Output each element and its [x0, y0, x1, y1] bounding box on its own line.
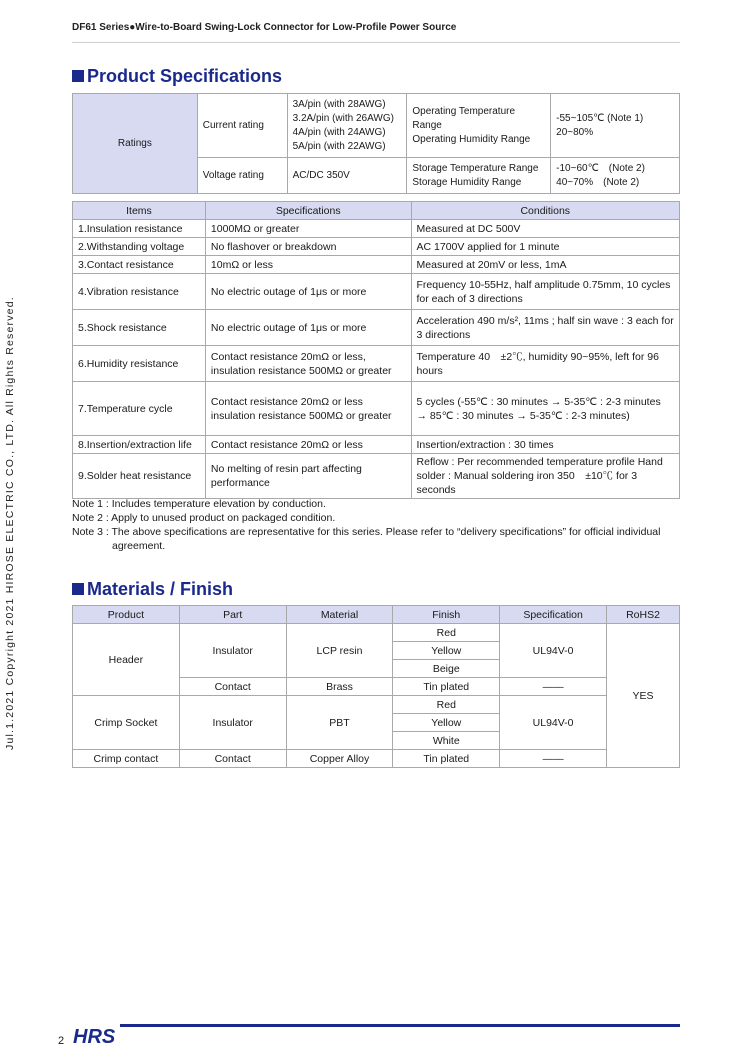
spec-cell: No electric outage of 1μs or more — [205, 310, 411, 346]
item-cell: 1.Insulation resistance — [73, 220, 206, 238]
specifications-table — [72, 201, 680, 499]
part-cell: Insulator — [179, 624, 286, 678]
material-cell: PBT — [286, 696, 393, 750]
storage-humidity-label: Storage Humidity Range — [412, 176, 522, 188]
col-rohs2: RoHS2 — [607, 606, 680, 624]
finish-cell: Yellow — [393, 714, 500, 732]
col-material: Material — [286, 606, 393, 624]
col-specification: Specification — [500, 606, 607, 624]
product-crimp-socket: Crimp Socket — [73, 696, 180, 750]
spec-notes — [72, 497, 682, 553]
col-finish: Finish — [393, 606, 500, 624]
hrs-logo-icon — [72, 1024, 118, 1046]
table-row — [73, 436, 680, 454]
page-header-title: DF61 Series●Wire-to-Board Swing-Lock Connector for Low-Profile Power Source — [72, 22, 457, 33]
table-row — [73, 256, 680, 274]
current-rating-label: Current rating — [197, 94, 287, 158]
table-row — [73, 454, 680, 499]
page-number: 2 — [58, 1035, 65, 1047]
item-cell: 9.Solder heat resistance — [73, 454, 206, 499]
current-value: 3A/pin (with 28AWG) — [292, 98, 386, 110]
product-header: Header — [73, 624, 180, 696]
part-cell: Insulator — [179, 696, 286, 750]
copyright-side-note: Jul.1.2021 Copyright 2021 HIROSE ELECTRIC CO., LTD. All Rights Reserved. — [4, 296, 16, 750]
materials-title: Materials / Finish — [87, 579, 234, 599]
materials-table — [72, 605, 680, 768]
condition-cell: Measured at 20mV or less, 1mA — [411, 256, 679, 274]
current-rating-values — [287, 94, 407, 158]
condition-cell: Acceleration 490 m/s², 11ms ; half sin wave : 3 each for 3 directions — [411, 310, 679, 346]
col-product: Product — [73, 606, 180, 624]
spec-cell: UL94V-0 — [500, 696, 607, 750]
item-cell: 6.Humidity resistance — [73, 346, 206, 382]
operating-temp-label: Operating Temperature Range — [412, 105, 516, 131]
current-value: 4A/pin (with 24AWG) — [292, 126, 386, 138]
spec-cell: No flashover or breakdown — [205, 238, 411, 256]
current-value: 3.2A/pin (with 26AWG) — [292, 112, 394, 124]
col-conditions: Conditions — [411, 202, 679, 220]
condition-cell: Temperature 40 ±2℃, humidity 90~95%, left for 96 hours — [411, 346, 679, 382]
table-row — [73, 310, 680, 346]
spec-cell: —— — [500, 750, 607, 768]
item-cell: 2.Withstanding voltage — [73, 238, 206, 256]
item-cell: 8.Insertion/extraction life — [73, 436, 206, 454]
table-row — [73, 346, 680, 382]
voltage-rating-label: Voltage rating — [197, 158, 287, 194]
part-cell: Contact — [179, 750, 286, 768]
materials-heading — [72, 579, 233, 600]
header-divider — [72, 42, 680, 43]
rohs-cell: YES — [607, 624, 680, 768]
operating-range-values — [551, 94, 680, 158]
part-cell: Contact — [179, 678, 286, 696]
table-row — [73, 220, 680, 238]
storage-temp-value: -10~60℃ (Note 2) — [556, 162, 645, 174]
note-2: Note 2 : Apply to unused product on packaged condition. — [72, 512, 336, 524]
spec-cell: No electric outage of 1μs or more — [205, 274, 411, 310]
spec-cell: No melting of resin part affecting performance — [205, 454, 411, 499]
material-cell: Copper Alloy — [286, 750, 393, 768]
finish-cell: Yellow — [393, 642, 500, 660]
spec-cell: Contact resistance 20mΩ or less insulation resistance 500MΩ or greater — [205, 382, 411, 436]
condition-cell: Reflow : Per recommended temperature profile Hand solder : Manual soldering iron 350 ±10℃ for 3 seconds — [411, 454, 679, 499]
note-1: Note 1 : Includes temperature elevation by conduction. — [72, 498, 326, 510]
square-bullet-icon — [72, 70, 84, 82]
item-cell: 3.Contact resistance — [73, 256, 206, 274]
col-part: Part — [179, 606, 286, 624]
note-3-continued: agreement. — [112, 540, 166, 552]
item-cell: 4.Vibration resistance — [73, 274, 206, 310]
col-specifications: Specifications — [205, 202, 411, 220]
finish-cell: Red — [393, 696, 500, 714]
storage-range-values — [551, 158, 680, 194]
finish-cell: White — [393, 732, 500, 750]
finish-cell: Beige — [393, 660, 500, 678]
spec-cell: —— — [500, 678, 607, 696]
storage-temp-label: Storage Temperature Range — [412, 162, 539, 174]
condition-cell: AC 1700V applied for 1 minute — [411, 238, 679, 256]
condition-cell: 5 cycles (-55℃ : 30 minutes → 5-35℃ : 2-3 minutes → 85℃ : 30 minutes → 5-35℃ : 2-3 minutes) — [411, 382, 679, 436]
table-row — [73, 382, 680, 436]
square-bullet-icon — [72, 583, 84, 595]
col-items: Items — [73, 202, 206, 220]
spec-cell: UL94V-0 — [500, 624, 607, 678]
operating-humidity-label: Operating Humidity Range — [412, 133, 531, 145]
spec-cell: Contact resistance 20mΩ or less — [205, 436, 411, 454]
item-cell: 7.Temperature cycle — [73, 382, 206, 436]
finish-cell: Tin plated — [393, 750, 500, 768]
table-row — [73, 238, 680, 256]
spec-cell: 1000MΩ or greater — [205, 220, 411, 238]
spec-cell: 10mΩ or less — [205, 256, 411, 274]
footer-divider — [120, 1024, 680, 1027]
spec-cell: Contact resistance 20mΩ or less, insulation resistance 500MΩ or greater — [205, 346, 411, 382]
voltage-rating-value: AC/DC 350V — [287, 158, 407, 194]
current-value: 5A/pin (with 22AWG) — [292, 140, 386, 152]
material-cell: Brass — [286, 678, 393, 696]
note-3: Note 3 : The above specifications are representative for this series. Please refer to “delivery specifications” for official individual — [72, 526, 661, 538]
material-cell: LCP resin — [286, 624, 393, 678]
finish-cell: Red — [393, 624, 500, 642]
product-crimp-contact: Crimp contact — [73, 750, 180, 768]
item-cell: 5.Shock resistance — [73, 310, 206, 346]
finish-cell: Tin plated — [393, 678, 500, 696]
operating-humidity-value: 20~80% — [556, 126, 594, 138]
ratings-table — [72, 93, 680, 194]
condition-cell: Measured at DC 500V — [411, 220, 679, 238]
table-row — [73, 274, 680, 310]
operating-temp-value: -55~105℃ (Note 1) — [556, 112, 644, 124]
condition-cell: Insertion/extraction : 30 times — [411, 436, 679, 454]
product-specs-heading — [72, 66, 282, 87]
product-specs-title: Product Specifications — [87, 66, 283, 86]
operating-range-labels — [407, 94, 551, 158]
condition-cell: Frequency 10-55Hz, half amplitude 0.75mm, 10 cycles for each of 3 directions — [411, 274, 679, 310]
ratings-label: Ratings — [73, 94, 198, 194]
storage-humidity-value: 40~70% (Note 2) — [556, 176, 640, 188]
storage-range-labels — [407, 158, 551, 194]
hrs-logo-text: HRS — [73, 1026, 116, 1046]
